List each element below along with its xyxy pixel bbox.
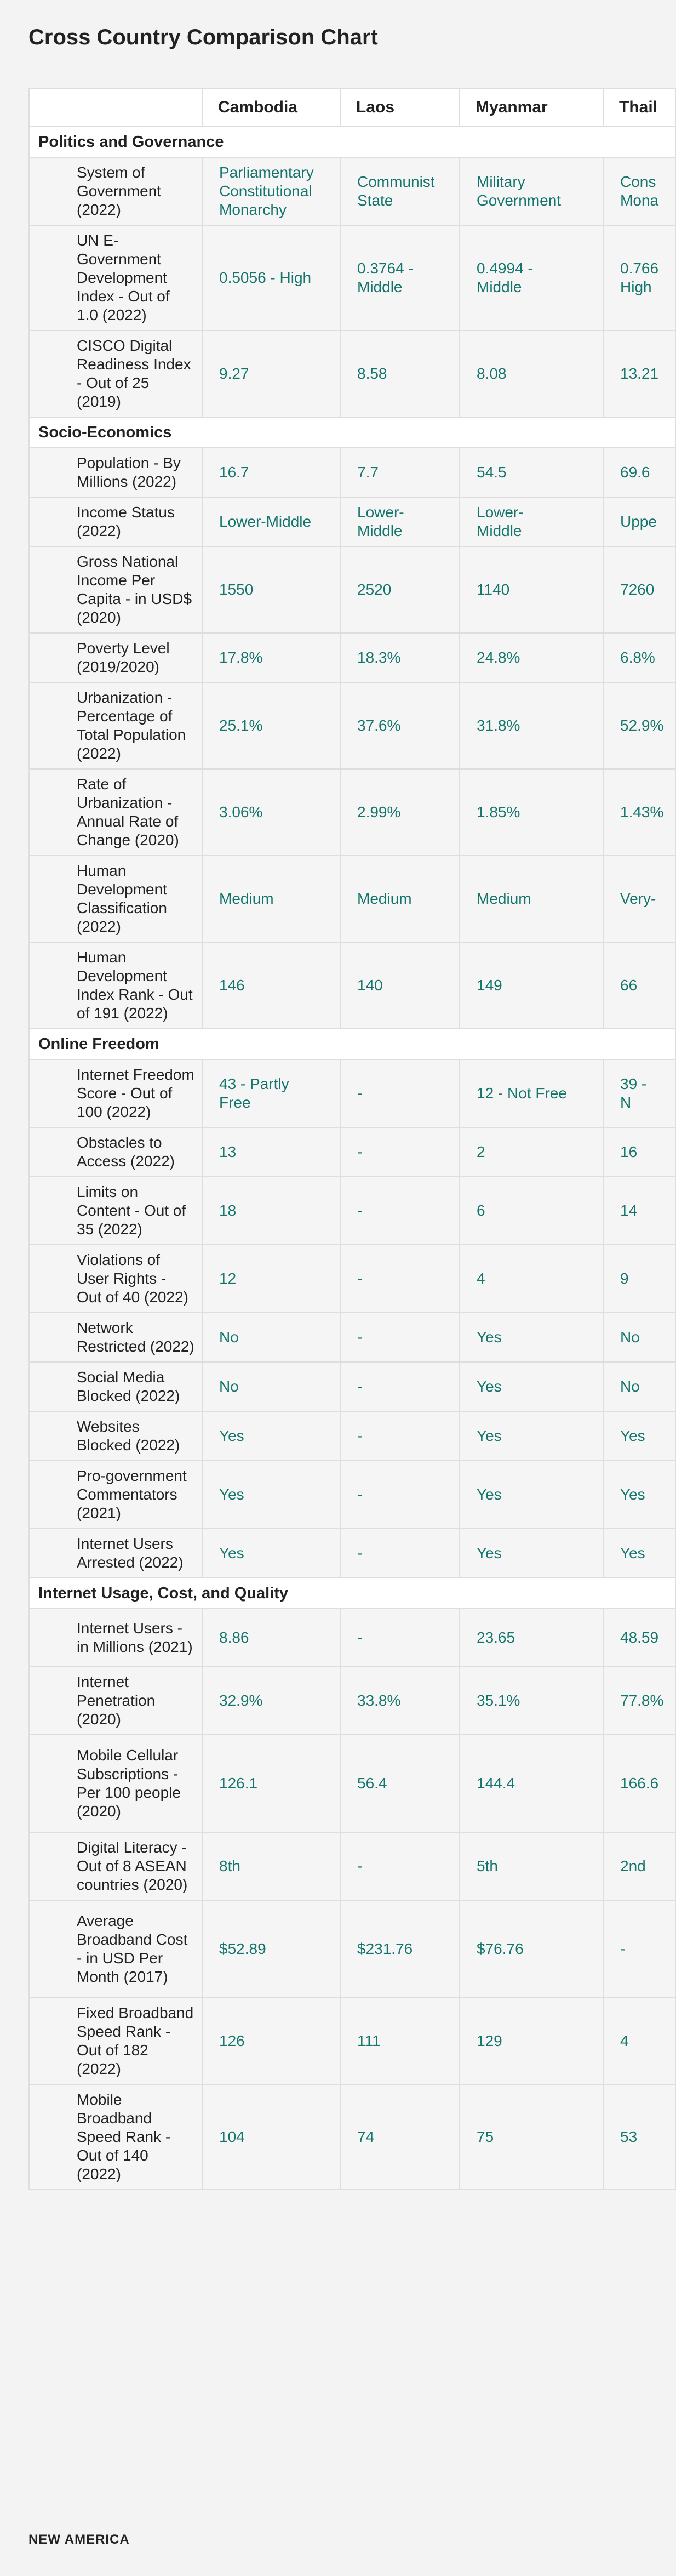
value-cell <box>460 1411 603 1461</box>
value-cell <box>340 1362 460 1411</box>
value-text: 4 <box>620 2032 629 2049</box>
value-text: 56.4 <box>357 1775 387 1792</box>
table-row <box>29 1059 675 1127</box>
value-cell <box>460 546 603 633</box>
row-label: Human Development Index Rank - Out of 191 (2022) <box>29 942 202 1029</box>
value-cell <box>603 1832 675 1900</box>
value-cell <box>460 1529 603 1578</box>
value-cell <box>603 546 675 633</box>
value-cell <box>340 1667 460 1735</box>
value-cell <box>603 1998 675 2084</box>
value-text: 146 <box>219 977 245 994</box>
value-cell <box>340 1832 460 1900</box>
value-text: - <box>357 1085 363 1102</box>
row-label: Internet Penetration (2020) <box>29 1667 202 1735</box>
value-text: 52.9% <box>620 717 664 734</box>
table-row <box>29 1313 675 1362</box>
value-text: 32.9% <box>219 1692 263 1709</box>
value-text: Yes <box>620 1545 645 1561</box>
value-text: 7.7 <box>357 464 379 481</box>
section-row <box>29 1578 675 1609</box>
value-text: Yes <box>477 1378 502 1395</box>
table-row <box>29 769 675 856</box>
value-cell <box>460 1832 603 1900</box>
row-label: System of Government (2022) <box>29 157 202 225</box>
value-text: Communist State <box>357 173 435 209</box>
row-label: UN E-Government Development Index - Out of 1.0 (2022) <box>29 225 202 330</box>
value-text: 126.1 <box>219 1775 258 1792</box>
value-cell <box>202 1362 340 1411</box>
value-cell <box>460 769 603 856</box>
value-cell <box>603 1900 675 1998</box>
value-text: Yes <box>620 1427 645 1444</box>
table-row <box>29 157 675 225</box>
value-cell <box>460 1059 603 1127</box>
table-row <box>29 1609 675 1667</box>
row-label: Obstacles to Access (2022) <box>29 1127 202 1177</box>
value-text: 129 <box>477 2032 502 2049</box>
value-text: 4 <box>477 1270 485 1287</box>
value-cell <box>603 856 675 942</box>
value-cell <box>340 1245 460 1313</box>
value-text: Very- <box>620 890 656 907</box>
value-cell <box>202 157 340 225</box>
value-cell <box>603 1245 675 1313</box>
value-cell <box>202 225 340 330</box>
table-row <box>29 682 675 769</box>
column-header-thailand: Thail <box>603 88 675 127</box>
value-cell <box>202 1245 340 1313</box>
value-text: 17.8% <box>219 649 263 666</box>
value-text: $76.76 <box>477 1940 524 1957</box>
footer-brand: NEW AMERICA <box>28 2532 130 2547</box>
row-label: Average Broadband Cost - in USD Per Month (2017) <box>29 1900 202 1998</box>
table-row <box>29 1461 675 1529</box>
value-text: - <box>620 1940 626 1957</box>
value-cell <box>460 1177 603 1245</box>
value-cell <box>603 1667 675 1735</box>
table-row <box>29 330 675 417</box>
table-row <box>29 546 675 633</box>
value-text: - <box>357 1270 363 1287</box>
value-cell <box>340 157 460 225</box>
row-label: Income Status (2022) <box>29 497 202 546</box>
section-title: Politics and Governance <box>29 127 675 157</box>
value-text: 74 <box>357 2128 375 2145</box>
page-title: Cross Country Comparison Chart <box>28 25 378 49</box>
value-text: - <box>357 1857 363 1874</box>
value-text: 104 <box>219 2128 245 2145</box>
value-cell <box>460 1998 603 2084</box>
value-cell <box>603 330 675 417</box>
value-text: Yes <box>477 1486 502 1503</box>
value-text: Medium <box>219 890 274 907</box>
value-cell <box>340 1059 460 1127</box>
value-text: 8.08 <box>477 365 507 382</box>
value-text: 69.6 <box>620 464 650 481</box>
value-cell <box>603 1461 675 1529</box>
table-row <box>29 1998 675 2084</box>
value-text: 2nd <box>620 1857 646 1874</box>
section-title: Socio-Economics <box>29 417 675 448</box>
value-cell <box>202 769 340 856</box>
value-cell <box>340 682 460 769</box>
value-cell <box>460 633 603 682</box>
value-cell <box>460 448 603 497</box>
value-text: $231.76 <box>357 1940 413 1957</box>
value-text: 18.3% <box>357 649 401 666</box>
value-text: $52.89 <box>219 1940 266 1957</box>
value-cell <box>202 1127 340 1177</box>
value-cell <box>340 1127 460 1177</box>
value-cell <box>603 1127 675 1177</box>
table-row <box>29 1411 675 1461</box>
value-cell <box>603 1362 675 1411</box>
value-cell <box>202 1177 340 1245</box>
comparison-table-container <box>28 88 664 2190</box>
value-text: 16 <box>620 1143 638 1160</box>
value-text: Yes <box>477 1329 502 1346</box>
section-row <box>29 1029 675 1059</box>
row-label: Human Development Classification (2022) <box>29 856 202 942</box>
value-cell <box>460 1609 603 1667</box>
value-cell <box>202 1667 340 1735</box>
table-body <box>29 127 675 2190</box>
value-text: 3.06% <box>219 803 263 820</box>
table-row <box>29 1362 675 1411</box>
comparison-table <box>28 88 676 2190</box>
value-cell <box>202 682 340 769</box>
value-cell <box>340 1461 460 1529</box>
value-cell <box>202 1735 340 1832</box>
table-row <box>29 1245 675 1313</box>
table-row <box>29 1667 675 1735</box>
value-text: 7260 <box>620 581 655 598</box>
header-row <box>29 88 675 127</box>
section-title: Internet Usage, Cost, and Quality <box>29 1578 675 1609</box>
table-row <box>29 1735 675 1832</box>
value-cell <box>202 1529 340 1578</box>
value-text: 149 <box>477 977 502 994</box>
value-text: 1.43% <box>620 803 664 820</box>
value-text: - <box>357 1486 363 1503</box>
section-row <box>29 417 675 448</box>
value-cell <box>603 769 675 856</box>
value-text: 12 - Not Free <box>477 1085 567 1102</box>
value-text: 0.766 High <box>620 260 659 295</box>
value-cell <box>603 1177 675 1245</box>
value-cell <box>460 1313 603 1362</box>
value-text: 1.85% <box>477 803 520 820</box>
value-text: 39 - N <box>620 1075 647 1111</box>
table-row <box>29 497 675 546</box>
value-text: 23.65 <box>477 1629 515 1646</box>
value-cell <box>202 1900 340 1998</box>
value-cell <box>460 1667 603 1735</box>
row-label: Websites Blocked (2022) <box>29 1411 202 1461</box>
value-text: - <box>357 1427 363 1444</box>
value-text: No <box>219 1378 239 1395</box>
value-text: Yes <box>477 1545 502 1561</box>
row-label: Mobile Cellular Subscriptions - Per 100 people (2020) <box>29 1735 202 1832</box>
row-label: Pro-government Commentators (2021) <box>29 1461 202 1529</box>
column-header-cambodia: Cambodia <box>202 88 340 127</box>
row-label: Urbanization - Percentage of Total Population (2022) <box>29 682 202 769</box>
value-text: 6.8% <box>620 649 655 666</box>
value-text: 54.5 <box>477 464 507 481</box>
value-text: 2520 <box>357 581 392 598</box>
value-text: 25.1% <box>219 717 263 734</box>
value-text: Military Government <box>477 173 562 209</box>
value-text: 53 <box>620 2128 638 2145</box>
value-cell <box>340 633 460 682</box>
value-cell <box>603 682 675 769</box>
value-text: - <box>357 1378 363 1395</box>
value-text: 37.6% <box>357 717 401 734</box>
value-cell <box>603 633 675 682</box>
value-cell <box>460 1362 603 1411</box>
value-cell <box>340 448 460 497</box>
value-cell <box>603 1735 675 1832</box>
value-text: Lower- Middle <box>357 504 404 539</box>
value-cell <box>340 1998 460 2084</box>
value-cell <box>340 1900 460 1998</box>
table-row <box>29 633 675 682</box>
value-cell <box>340 1313 460 1362</box>
table-row <box>29 942 675 1029</box>
value-text: Yes <box>477 1427 502 1444</box>
value-text: Yes <box>219 1486 244 1503</box>
value-text: 12 <box>219 1270 237 1287</box>
value-text: 166.6 <box>620 1775 659 1792</box>
value-text: 66 <box>620 977 638 994</box>
value-text: No <box>219 1329 239 1346</box>
value-text: 77.8% <box>620 1692 664 1709</box>
value-text: 9 <box>620 1270 629 1287</box>
value-cell <box>603 942 675 1029</box>
row-label: Poverty Level (2019/2020) <box>29 633 202 682</box>
value-text: 111 <box>357 2032 381 2049</box>
row-label: Digital Literacy - Out of 8 ASEAN countries (2020) <box>29 1832 202 1900</box>
value-cell <box>460 225 603 330</box>
value-cell <box>202 1411 340 1461</box>
value-text: 48.59 <box>620 1629 659 1646</box>
value-cell <box>340 1609 460 1667</box>
value-cell <box>460 1245 603 1313</box>
row-label: Population - By Millions (2022) <box>29 448 202 497</box>
value-cell <box>340 330 460 417</box>
value-cell <box>202 330 340 417</box>
table-row <box>29 1127 675 1177</box>
value-text: 6 <box>477 1202 485 1219</box>
table-row <box>29 1900 675 1998</box>
value-cell <box>202 633 340 682</box>
value-text: 9.27 <box>219 365 249 382</box>
value-cell <box>603 497 675 546</box>
value-cell <box>460 1735 603 1832</box>
row-label: CISCO Digital Readiness Index - Out of 25 (2019) <box>29 330 202 417</box>
value-text: - <box>357 1143 363 1160</box>
value-text: 75 <box>477 2128 494 2145</box>
value-text: Lower- Middle <box>477 504 524 539</box>
value-cell <box>603 157 675 225</box>
value-cell <box>460 856 603 942</box>
value-text: 8.58 <box>357 365 387 382</box>
value-text: 35.1% <box>477 1692 520 1709</box>
value-cell <box>202 942 340 1029</box>
value-text: 13 <box>219 1143 237 1160</box>
value-text: 31.8% <box>477 717 520 734</box>
row-label: Limits on Content - Out of 35 (2022) <box>29 1177 202 1245</box>
value-cell <box>603 448 675 497</box>
value-cell <box>460 157 603 225</box>
value-text: Uppe <box>620 513 657 530</box>
value-text: 0.3764 - Middle <box>357 260 414 295</box>
row-label: Mobile Broadband Speed Rank - Out of 140 (2022) <box>29 2084 202 2190</box>
value-text: Cons Mona <box>620 173 659 209</box>
value-text: - <box>357 1629 363 1646</box>
value-text: 5th <box>477 1857 498 1874</box>
value-cell <box>202 448 340 497</box>
value-cell <box>340 2084 460 2190</box>
value-cell <box>460 2084 603 2190</box>
value-cell <box>340 1177 460 1245</box>
value-text: Medium <box>477 890 531 907</box>
row-label: Internet Users - in Millions (2021) <box>29 1609 202 1667</box>
table-row <box>29 2084 675 2190</box>
value-cell <box>340 1529 460 1578</box>
value-cell <box>340 1735 460 1832</box>
value-text: Lower-Middle <box>219 513 312 530</box>
value-cell <box>460 330 603 417</box>
value-text: 43 - Partly Free <box>219 1075 289 1111</box>
column-header-myanmar: Myanmar <box>460 88 603 127</box>
value-text: No <box>620 1329 640 1346</box>
value-text: 140 <box>357 977 383 994</box>
value-text: - <box>357 1202 363 1219</box>
value-cell <box>202 1609 340 1667</box>
value-cell <box>202 546 340 633</box>
value-text: 16.7 <box>219 464 249 481</box>
value-text: Yes <box>620 1486 645 1503</box>
table-row <box>29 1529 675 1578</box>
value-cell <box>603 1529 675 1578</box>
value-text: 0.5056 - High <box>219 269 312 286</box>
value-cell <box>460 497 603 546</box>
value-text: Medium <box>357 890 412 907</box>
column-header-laos: Laos <box>340 88 460 127</box>
value-cell <box>340 942 460 1029</box>
value-text: 13.21 <box>620 365 659 382</box>
value-cell <box>603 1411 675 1461</box>
value-cell <box>340 225 460 330</box>
value-cell <box>603 225 675 330</box>
value-text: No <box>620 1378 640 1395</box>
table-row <box>29 1177 675 1245</box>
section-row <box>29 127 675 157</box>
row-label: Network Restricted (2022) <box>29 1313 202 1362</box>
value-text: - <box>357 1545 363 1561</box>
value-cell <box>460 1461 603 1529</box>
value-text: 1550 <box>219 581 254 598</box>
value-cell <box>202 497 340 546</box>
value-cell <box>202 1313 340 1362</box>
value-cell <box>340 546 460 633</box>
value-text: 1140 <box>477 581 510 598</box>
table-row <box>29 856 675 942</box>
value-text: 8th <box>219 1857 240 1874</box>
value-text: 144.4 <box>477 1775 515 1792</box>
value-text: 126 <box>219 2032 245 2049</box>
value-text: 24.8% <box>477 649 520 666</box>
value-text: 0.4994 - Middle <box>477 260 533 295</box>
value-cell <box>202 1461 340 1529</box>
value-cell <box>202 2084 340 2190</box>
row-label: Fixed Broadband Speed Rank - Out of 182 (2022) <box>29 1998 202 2084</box>
value-cell <box>460 682 603 769</box>
row-label: Internet Users Arrested (2022) <box>29 1529 202 1578</box>
value-cell <box>202 1059 340 1127</box>
row-label: Gross National Income Per Capita - in USD$ (2020) <box>29 546 202 633</box>
value-text: 14 <box>620 1202 638 1219</box>
value-text: 2.99% <box>357 803 401 820</box>
value-text: Parliamentary Constitutional Monarchy <box>219 164 314 218</box>
table-row <box>29 225 675 330</box>
value-text: - <box>357 1329 363 1346</box>
row-label: Social Media Blocked (2022) <box>29 1362 202 1411</box>
value-cell <box>603 1609 675 1667</box>
value-cell <box>340 769 460 856</box>
value-cell <box>340 497 460 546</box>
value-cell <box>603 2084 675 2190</box>
value-text: 18 <box>219 1202 237 1219</box>
value-cell <box>202 1998 340 2084</box>
value-text: 8.86 <box>219 1629 249 1646</box>
value-cell <box>202 856 340 942</box>
row-label: Violations of User Rights - Out of 40 (2022) <box>29 1245 202 1313</box>
section-title: Online Freedom <box>29 1029 675 1059</box>
value-text: Yes <box>219 1545 244 1561</box>
value-cell <box>603 1313 675 1362</box>
value-cell <box>340 1411 460 1461</box>
header-empty-cell <box>29 88 202 127</box>
value-text: Yes <box>219 1427 244 1444</box>
value-text: 2 <box>477 1143 485 1160</box>
value-cell <box>460 1127 603 1177</box>
table-row <box>29 1832 675 1900</box>
value-cell <box>202 1832 340 1900</box>
value-text: 33.8% <box>357 1692 401 1709</box>
table-row <box>29 448 675 497</box>
value-cell <box>460 1900 603 1998</box>
row-label: Internet Freedom Score - Out of 100 (2022) <box>29 1059 202 1127</box>
row-label: Rate of Urbanization - Annual Rate of Change (2020) <box>29 769 202 856</box>
value-cell <box>340 856 460 942</box>
value-cell <box>460 942 603 1029</box>
value-cell <box>603 1059 675 1127</box>
